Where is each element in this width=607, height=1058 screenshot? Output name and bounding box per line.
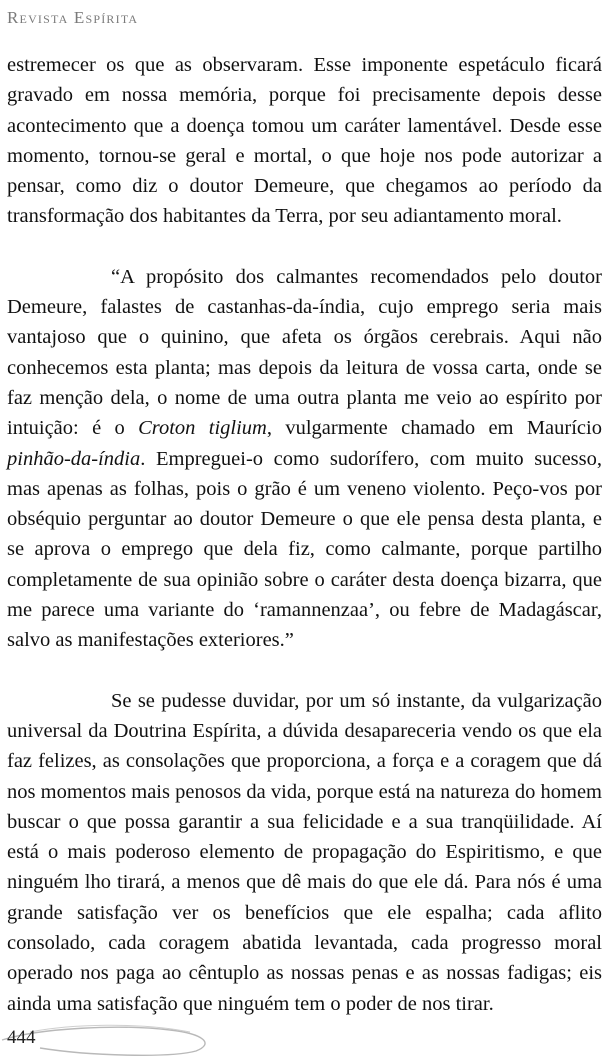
paragraph-2-italic-1: Croton tiglium — [138, 417, 267, 440]
paragraph-2-italic-2: pinhão-da-índia — [7, 447, 141, 470]
paragraph-2-text-2: , vulgarmente chamado em Maurício — [266, 417, 602, 440]
page-text — [7, 50, 602, 1019]
page-number: 444 — [7, 1027, 36, 1048]
paragraph-2 — [7, 262, 602, 656]
paragraph-2-text-3: . Empreguei-o como sudorífero, com muito sucesso, mas apenas as folhas, pois o grão é um veneno violento. Peço-vos por obséquio perguntar ao doutor Demeure o que ele pensa desta planta, e se aprova o emprego que dela fiz, como calmante, porque partilho completamente de sua opinião sobre o caráter desta doença bizarra, que me parece uma variante do ‘ramannenzaa’, ou febre de Madagáscar, salvo as manifestações exteriores.” — [7, 447, 602, 652]
paragraph-3: Se se pudesse duvidar, por um só instante, da vulgarização universal da Doutrina Espírita, a dúvida desapareceria vendo os que ela faz felizes, as consolações que proporciona, a força e a coragem que dá nos momentos mais penosos da vida, porque está na natureza do homem buscar o que possa garantir a sua felicidade e a sua tranqüilidade. Aí está o mais poderoso elemento de propagação do Espiritismo, e que ninguém lho tirará, a menos que dê mais do que ele dá. Para nós é uma grande satisfação ver os benefícios que ele espalha; cada aflito consolado, cada coragem abatida levantada, cada progresso moral operado nos paga ao cêntuplo as nossas penas e as nossas fadigas; eis ainda uma satisfação que ninguém tem o poder de nos tirar. — [7, 689, 602, 1015]
paragraph-1: estremecer os que as observaram. Esse imponente espetáculo ficará gravado em nossa memória, porque foi precisamente depois desse acontecimento que a doença tomou um caráter lamentável. Desde esse momento, tornou-se geral e mortal, o que hoje nos pode autorizar a pensar, como diz o doutor Demeure, que chegamos ao período da transformação dos habitantes da Terra, por seu adiantamento moral. — [7, 54, 602, 228]
running-header: Revista Espírita — [7, 8, 139, 27]
paragraph-2-text-1: “A propósito dos calmantes recomendados pelo doutor Demeure, falastes de castanhas-da-índia, cujo emprego seria mais vantajoso que o quinino, que afeta os órgãos cerebrais. Aqui não conhecemos esta planta; mas depois da leitura de vossa carta, onde se faz menção dela, o nome de uma outra planta me veio ao espírito por intuição: é o — [7, 265, 602, 440]
